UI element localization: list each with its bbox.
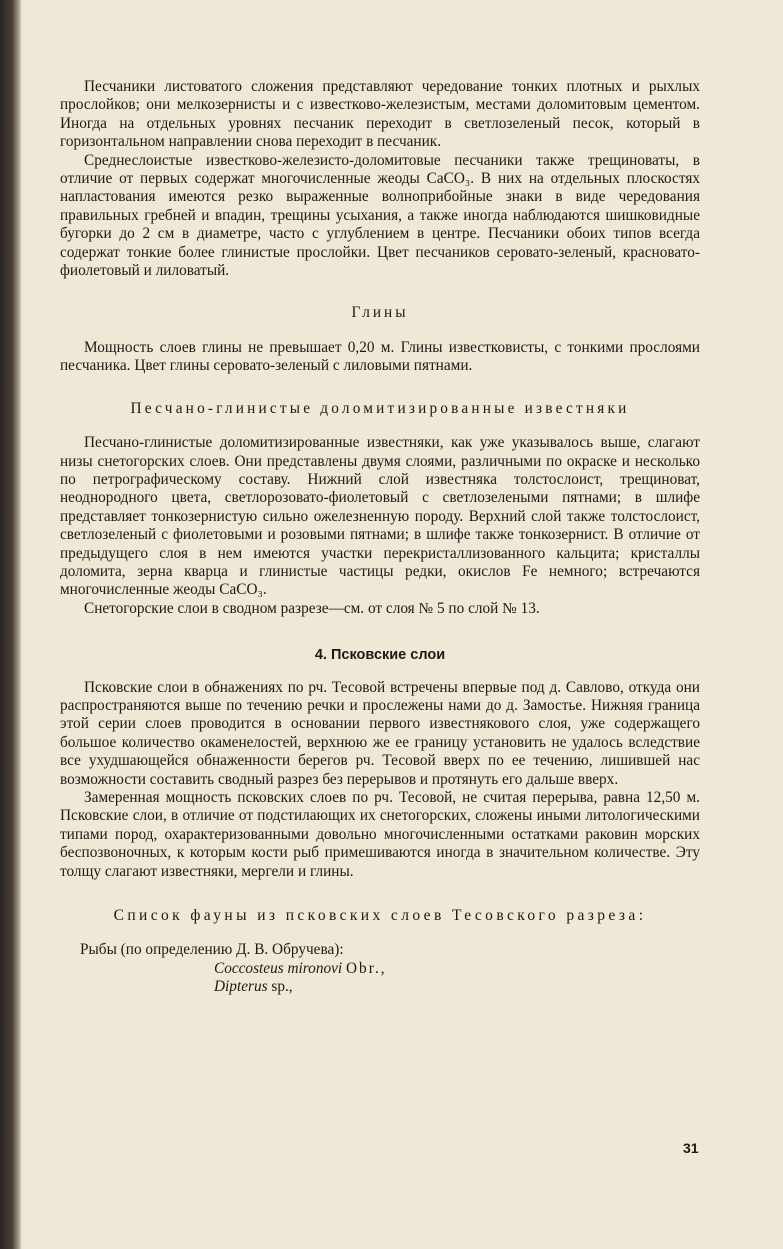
paragraph-pskov-thickness: Замеренная мощность псковских слоев по рч. Тесовой, не считая перерыва, равна 12,50 м. Псковские слои, в отличие от подстилающих их снетогорских, сложены иными литологическими типами пород, охарактеризованными довольно многочисленными остатками раковин морских беспозвоночных, к которым кости рыб примешиваются иногда в значительном количестве. Эту толщу слагают известняки, мергели и глины. bbox=[60, 789, 700, 880]
paragraph-snetogorsk-summary: Снетогорские слои в сводном разрезе—см. от слоя № 5 по слой № 13. bbox=[84, 599, 540, 617]
page-body bbox=[60, 78, 700, 997]
fauna-list-title: Список фауны из псковских слоев Тесовского разреза: bbox=[113, 907, 647, 925]
paragraph-pskov-exposures: Псковские слои в обнажениях по рч. Тесовой встречены впервые под д. Савлово, откуда они распространяются выше по течению речки и прослежены нами до д. Замостье. Нижняя граница этой серии слоев проводится в основании первого известнякового слоя, уже содержащего большое количество окаменелостей, верхнюю же ее границу установить не удалось вследствие все ухудшающейся обнаженности берегов рч. Тесовой вверх по ее течению, лишившей нас возможности составить сводный разрез без перерывов и протянуть его дальше вверх. bbox=[60, 678, 700, 788]
paragraph-medium-bedded-sandstones: Среднеслоистые известково-железисто-доломитовые песчаники также трещиноваты, в отличие от первых содержат многочисленные жеоды CaCO₃. В них на отдельных плоскостях напластования имеются резко выраженные волноприбойные знаки в виде чередования правильных гребней и впадин, трещины усыхания, а также иногда наблюдаются шишковидные бугорки до 2 см в диаметре, часто с углублением в центре. Песчаники обоих типов всегда содержат тонкие более глинистые прослойки. Цвет песчаников серовато-зеленый, красновато-фиолетовый и лиловатый. bbox=[60, 151, 700, 280]
section-title-pskov-beds: 4. Псковские слои bbox=[314, 647, 446, 664]
page-number: 31 bbox=[683, 1140, 699, 1156]
fish-identification-line: Рыбы (по определению Д. В. Обручева): bbox=[80, 941, 344, 959]
heading-clays: Глины bbox=[351, 304, 409, 322]
species-author: sp., bbox=[271, 978, 293, 996]
species-entry bbox=[60, 978, 700, 996]
species-entry bbox=[60, 960, 700, 978]
book-spine-shadow bbox=[0, 0, 22, 1249]
paragraph-leaf-sandstones: Песчаники листоватого сложения представляют чередование тонких плотных и рыхлых прослойков; они мелкозернисты и с известково-железистым, местами доломитовым цементом. Иногда на отдельных уровнях песчаник переходит в светлозеленый песок, который в горизонтальном направлении снова переходит в песчаник. bbox=[60, 78, 700, 151]
paragraph-limestones: Песчано-глинистые доломитизированные известняки, как уже указывалось выше, слагают низы снетогорских слоев. Они представлены двумя слоями, различными по окраске и несколько по петрографическому составу. Нижний слой известняка толстослоист, трещиноват, неоднородного цвета, светлорозовато-фиолетовый с светлозелеными пятнами; в шлифе представляет тонкозернистую сильно ожелезненную породу. Верхний слой также толстослоист, светлозеленый с фиолетовыми и розовыми пятнами; в шлифе также тонкозернист. В отличие от предыдущего слоя в нем имеются участки перекристаллизованного кальцита; кристаллы доломита, зерна кварца и глинистые частицы редки, окислов Fe немного; встречаются многочисленные жеоды CaCO₃. bbox=[60, 434, 700, 599]
species-name: Dipterus bbox=[214, 978, 268, 996]
heading-dolomitized-limestones: Песчано-глинистые доломитизированные известняки bbox=[130, 399, 630, 417]
paragraph-clays: Мощность слоев глины не превышает 0,20 м. Глины известковисты, с тонкими прослоями песчаника. Цвет глины серовато-зеленый с лиловыми пятнами. bbox=[60, 338, 700, 375]
species-author: Obr., bbox=[346, 959, 387, 977]
species-name: Coccosteus mironovi bbox=[214, 959, 343, 977]
